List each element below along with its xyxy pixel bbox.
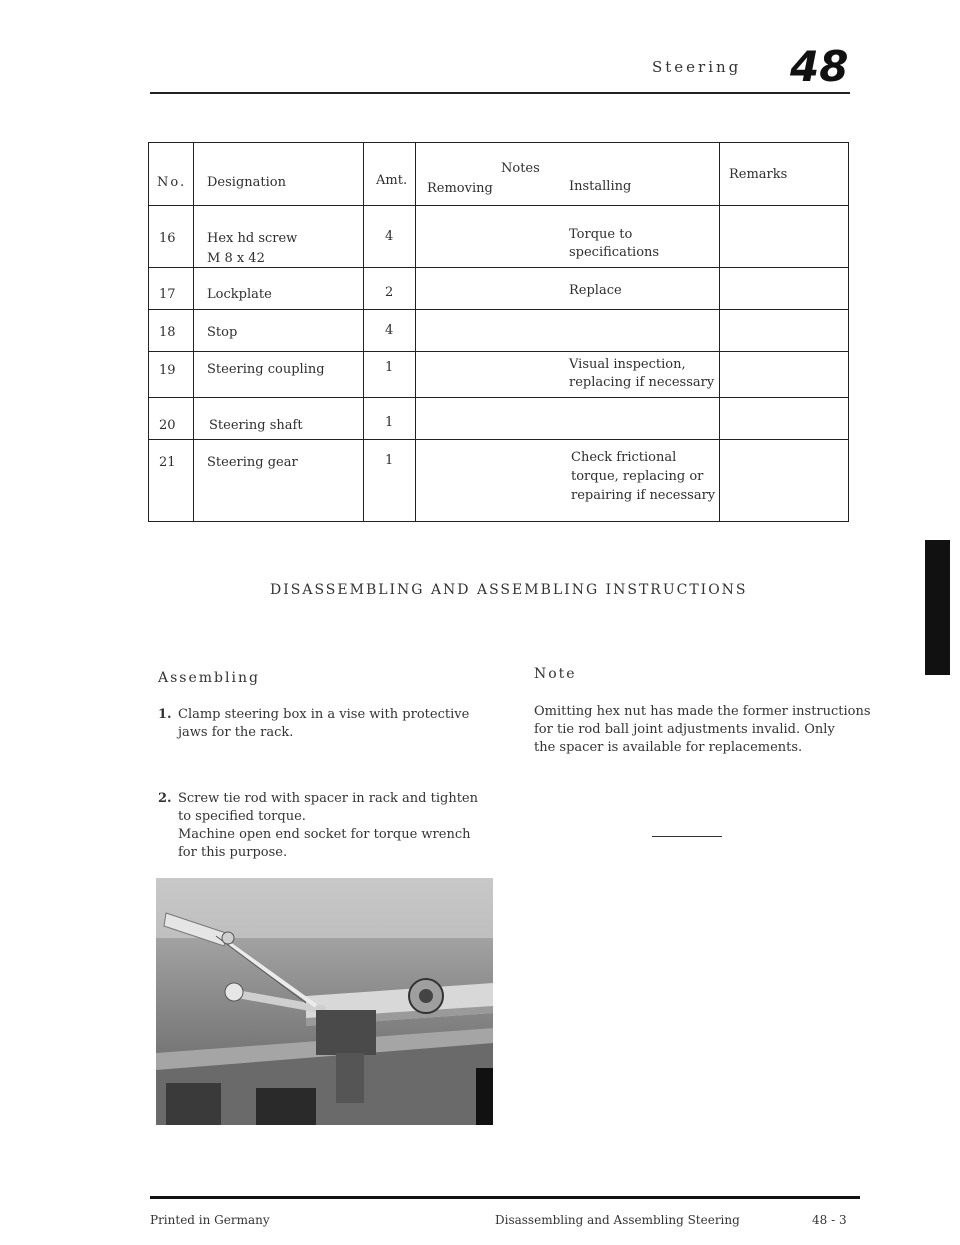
- step-number: 1.: [158, 707, 172, 722]
- row-amt: 1: [385, 360, 394, 375]
- step-line: for this purpose.: [178, 845, 288, 860]
- assembling-heading: Assembling: [158, 670, 260, 686]
- header-notes: Notes: [501, 161, 540, 176]
- row-amt: 1: [385, 453, 394, 468]
- row-installing: Visual inspection,: [569, 357, 686, 372]
- table-row-divider: [149, 205, 848, 206]
- step-line: Screw tie rod with spacer in rack and tighten: [178, 791, 478, 806]
- row-no: 16: [159, 231, 176, 246]
- row-designation: Stop: [207, 325, 238, 340]
- footer-title: Disassembling and Assembling Steering: [495, 1213, 740, 1227]
- step-line: Clamp steering box in a vise with protective: [178, 707, 470, 722]
- row-amt: 4: [385, 229, 394, 244]
- footer-printed: Printed in Germany: [150, 1213, 270, 1227]
- table-col-divider: [193, 143, 194, 521]
- row-installing: Torque to: [569, 227, 633, 242]
- thumb-index-tab: [925, 540, 950, 675]
- parts-table: [148, 142, 849, 522]
- step-2: [158, 790, 478, 862]
- row-designation: Lockplate: [207, 287, 272, 302]
- note-heading: Note: [534, 666, 577, 682]
- section-number: 48: [790, 42, 849, 91]
- step-line: to specified torque.: [178, 809, 306, 824]
- page-number: 48 - 3: [812, 1213, 847, 1227]
- header-installing: Installing: [569, 179, 632, 194]
- table-col-divider: [719, 143, 720, 521]
- step-1: [158, 706, 469, 742]
- table-col-divider: [363, 143, 364, 521]
- header-designation: Designation: [207, 175, 286, 190]
- row-installing: torque, replacing or: [571, 469, 704, 484]
- row-designation: Steering shaft: [209, 418, 303, 433]
- row-amt: 1: [385, 415, 394, 430]
- table-row-divider: [149, 309, 848, 310]
- step-line: jaws for the rack.: [178, 725, 294, 740]
- header-remarks: Remarks: [729, 167, 788, 182]
- header-removing: Removing: [427, 181, 493, 196]
- note-line: for tie rod ball joint adjustments invalid. Only: [534, 722, 835, 737]
- row-installing: Replace: [569, 283, 622, 298]
- table-row-divider: [149, 397, 848, 398]
- row-no: 19: [159, 363, 176, 378]
- row-installing: repairing if necessary: [571, 488, 716, 503]
- table-col-divider: [415, 143, 416, 521]
- row-designation: Steering coupling: [207, 362, 325, 377]
- instructions-title: DISASSEMBLING AND ASSEMBLING INSTRUCTIONS: [270, 582, 748, 598]
- note-end-rule: [652, 836, 722, 837]
- row-installing: specifications: [569, 245, 660, 260]
- row-designation: M 8 x 42: [207, 251, 265, 266]
- step-number: 2.: [158, 791, 172, 806]
- note-line: the spacer is available for replacements.: [534, 740, 803, 755]
- row-designation: Steering gear: [207, 455, 298, 470]
- header-rule: [150, 92, 850, 94]
- row-amt: 4: [385, 323, 394, 338]
- section-title: Steering: [652, 58, 742, 76]
- row-no: 17: [159, 287, 176, 302]
- steering-gear-photo: [156, 878, 493, 1125]
- row-amt: 2: [385, 285, 394, 300]
- header-no: No.: [157, 175, 187, 190]
- table-row-divider: [149, 351, 848, 352]
- row-installing: Check frictional: [571, 450, 677, 465]
- table-row-divider: [149, 439, 848, 440]
- row-no: 21: [159, 455, 176, 470]
- row-designation: Hex hd screw: [207, 231, 298, 246]
- row-installing: replacing if necessary: [569, 375, 715, 390]
- row-no: 20: [159, 418, 176, 433]
- note-text: [534, 703, 871, 757]
- note-line: Omitting hex nut has made the former instructions: [534, 704, 871, 719]
- header-amt: Amt.: [376, 173, 408, 188]
- footer-rule: [150, 1196, 860, 1199]
- step-line: Machine open end socket for torque wrench: [178, 827, 471, 842]
- row-no: 18: [159, 325, 176, 340]
